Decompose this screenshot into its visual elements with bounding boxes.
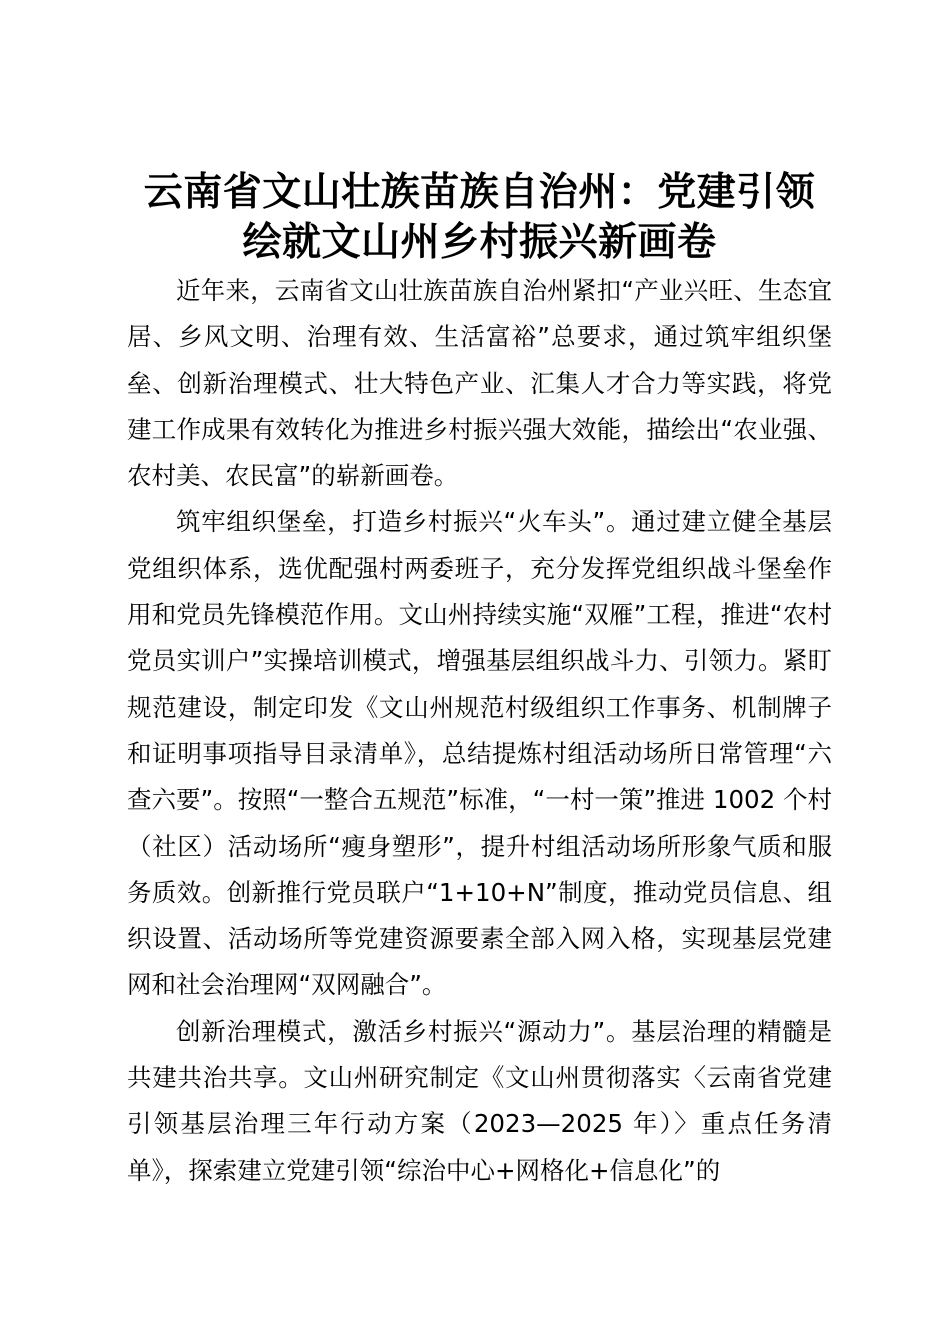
paragraph-governance: 创新治理模式，激活乡村振兴“源动力”。基层治理的精髓是共建共治共享。文山州研究制定《文山州贯彻落实〈云南省党建引领基层治理三年行动方案（2023—2025 年）〉重点任务清单》，探索建立党建引领“综治中心+网格化+信息化”的 [127,1016,832,1185]
title-line-2: 绘就文山州乡村振兴新画卷 [242,220,717,265]
paragraph-intro: 近年来，云南省文山壮族苗族自治州紧扣“产业兴旺、生态宜居、乡风文明、治理有效、生活富裕”总要求，通过筑牢组织堡垒、创新治理模式、壮大特色产业、汇集人才合力等实践，将党建工作成果有效转化为推进乡村振兴强大效能，描绘出“农业强、农村美、农民富”的崭新画卷。 [127,276,832,491]
paragraph-organization: 筑牢组织堡垒，打造乡村振兴“火车头”。通过建立健全基层党组织体系，选优配强村两委班子，充分发挥党组织战斗堡垒作用和党员先锋模范作用。文山州持续实施“双雁”工程，推进“农村党员实训户”实操培训模式，增强基层组织战斗力、引领力。紧盯规范建设，制定印发《文山州规范村级组织工作事务、机制牌子和证明事项指导目录清单》，总结提炼村组活动场所日常管理“六查六要”。按照“一整合五规范”标准，“一村一策”推进 1002 个村（社区）活动场所“瘦身塑形”，提升村组活动场所形象气质和服务质效。创新推行党员联户“1+10+N”制度，推动党员信息、组织设置、活动场所等党建资源要素全部入网入格，实现基层党建网和社会治理网“双网融合”。 [127,507,832,1000]
title-line-1: 云南省文山壮族苗族自治州：党建引领 [143,170,816,215]
document-page [127,168,832,1194]
document-title [127,168,832,268]
article-body [127,268,832,1194]
